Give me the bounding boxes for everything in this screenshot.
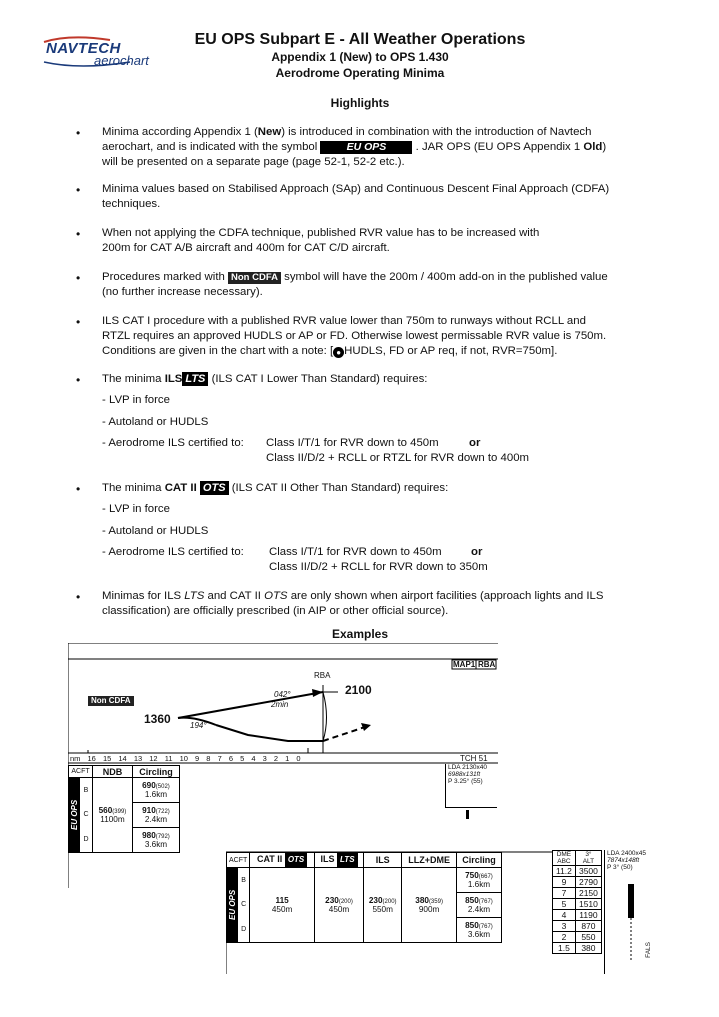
bullet-dot: • [76, 126, 81, 140]
bullet-5: ILS CAT I procedure with a published RVR value lower than 750m to runways without RCLL and RTZL requires an approved HUDLS or AP or FD. Otherwise lowest permissable RVR value is 750m. Conditions are given in the chart with a note: [ ● HUDLS, FD or AP req, if not, RVR=750m]. [102, 315, 607, 357]
dme-row: 7 2150 [553, 888, 602, 899]
bullet-1: Minima according Appendix 1 (New) is introduced in combination with the introduction of Navtech aerochart, and is indicated with the symbol EU OPS . JAR OPS (EU OPS Appendix 1 Old) will be presented on a separate page (page 52-1, 52-2 etc.). [102, 126, 607, 168]
bullet-2: Minima values based on Stabilised Approach (SAp) and Continuous Descent Final Approach (CDFA) techniques. [102, 183, 610, 210]
dme-row: 11.2 3500 [553, 866, 602, 877]
course-time: 2min [271, 700, 289, 709]
llz-header: LLZ+DME [402, 853, 457, 868]
bullet-dot: • [76, 590, 81, 604]
non-cdfa-symbol: Non CDFA [88, 696, 134, 706]
example-chart-2 [226, 846, 711, 976]
bullet-dot: • [76, 315, 81, 329]
logo-brand: NAVTECH [46, 40, 121, 57]
circling-header: Circling [456, 853, 501, 868]
runway-info-2: LDA 2400x45 7874x148ft P 3° (50) [604, 850, 656, 974]
eu-ops-side-label: EU OPS [69, 778, 80, 852]
lts-req-2: - Autoland or HUDLS [102, 416, 209, 428]
lts-class-1: Class I/T/1 for RVR down to 450m [266, 437, 439, 449]
bullet-7: The minima CAT II OTS (ILS CAT II Other Than Standard) requires: [102, 482, 449, 494]
alt-1360: 1360 [144, 712, 171, 726]
ots-req-3: - Aerodrome ILS certified to: [102, 546, 244, 558]
bullet-dot: • [76, 271, 81, 285]
page-subtitle: Appendix 1 (New) to OPS 1.430 [271, 50, 449, 64]
dme-row: 3 870 [553, 921, 602, 932]
approach-lights-icon [622, 882, 642, 962]
bullet-dot: • [76, 183, 81, 197]
tch-label: TCH 51 [460, 754, 488, 763]
distance-scale: nm 16 15 14 13 12 11 10 9 8 7 6 5 4 3 2 1 0 [70, 754, 301, 763]
dme-row: 9 2790 [553, 877, 602, 888]
lts-symbol: LTS [337, 853, 358, 867]
ils-values: 230(200) 550m [364, 868, 402, 943]
lts-req-1: - LVP in force [102, 394, 170, 406]
dme-row: 4 1190 [553, 910, 602, 921]
map-label: MAP1 [453, 660, 476, 669]
dme-row: 1.5 380 [553, 943, 602, 954]
runway-info-1: LDA 2130x40 6988x131ft P 3.25° (55) [445, 764, 497, 808]
ndb-header: NDB [93, 766, 133, 778]
eu-ops-side-label: EU OPS [227, 868, 238, 942]
bullet-dot: • [76, 482, 81, 496]
ots-or: or [471, 546, 483, 558]
rba-box-label: RBA [478, 660, 496, 669]
dme-row: 5 1510 [553, 899, 602, 910]
lts-symbol: LTS [182, 372, 208, 386]
llz-values: 380(359) 900m [402, 868, 457, 943]
lts-class-2: Class II/D/2 + RCLL or RTZL for RVR down to 400m [266, 452, 530, 464]
dme-altitude-table: DME 3° ABC ALT 11.2 3500 9 2790 7 2150 5 1510 4 1190 3 870 2 550 1.5 380 [552, 850, 602, 954]
page-subtitle-2: Aerodrome Operating Minima [275, 66, 445, 80]
alt-2100: 2100 [345, 683, 372, 697]
ots-class-1: Class I/T/1 for RVR down to 450m [269, 546, 442, 558]
acft-header: ACFT [69, 766, 93, 778]
acft-header: ACFT [227, 853, 250, 868]
rba-fix: RBA [314, 671, 331, 680]
bullet-dot: • [76, 227, 81, 241]
circling-values: 750(667) 1.6km 850(767) 2.4km 850(767) 3.6km [456, 868, 501, 943]
logo-sub: aerochart [94, 53, 149, 68]
dme-row: 2 550 [553, 932, 602, 943]
ils-lts-header: ILS LTS [314, 853, 363, 868]
circling-values: 690(502) 1.6km 910(722) 2.4km 980(792) 3.6km [132, 778, 179, 853]
eu-ops-symbol: EU OPS [320, 141, 412, 154]
bullet-4: Procedures marked with Non CDFA symbol will have the 200m / 400m add-on in the published value (no further increase necessary). [102, 271, 608, 298]
section-heading: Highlights [330, 96, 390, 110]
ots-req-1: - LVP in force [102, 503, 170, 515]
lts-req-3: - Aerodrome ILS certified to: [102, 437, 244, 449]
course-out: 042° [274, 690, 291, 699]
bullet-8: Minimas for ILS LTS and CAT II OTS are only shown when airport facilities (approach lights and ILS classification) are officially prescribed (in AIP or other official source). [102, 590, 604, 617]
ots-class-2: Class II/D/2 + RCLL for RVR down to 350m [269, 561, 488, 573]
ils-header: ILS [364, 853, 402, 868]
lts-or: or [469, 437, 481, 449]
ndb-values: 560(399) 1100m [93, 778, 133, 853]
non-cdfa-symbol: Non CDFA [228, 272, 281, 284]
examples-heading: Examples [331, 627, 389, 641]
page-title: EU OPS Subpart E - All Weather Operations [194, 31, 526, 48]
circling-header: Circling [132, 766, 179, 778]
ots-req-2: - Autoland or HUDLS [102, 525, 209, 537]
navtech-logo [40, 32, 160, 72]
cat2-values: 115 450m [250, 868, 315, 943]
ots-symbol: OTS [200, 481, 229, 495]
bullet-3: When not applying the CDFA technique, published RVR value has to be increased with 200m for CAT A/B aircraft and 400m for CAT C/D aircraft. [102, 227, 540, 254]
fals-label: FALS [645, 942, 652, 958]
bullet-6: The minima ILS LTS (ILS CAT I Lower Than Standard) requires: [102, 373, 428, 385]
minima-table-2: ACFT CAT II OTS ILS LTS ILS LLZ+DME Circling EU OPS B C D 115 450m 230(200) 450m 230(200) 550m 380(359) 900m 750(667) 1.6km 850(767) 2.4km 850(767) 3.6km [226, 852, 502, 943]
minima-table-1: ACFT NDB Circling EU OPS B C D 560(399) 1100m 690(502) 1.6km 910(722) 2.4km 980(792) 3.6km [68, 765, 180, 853]
note-marker-icon: ● [333, 347, 344, 358]
cat2-header: CAT II OTS [250, 853, 315, 868]
ils-lts-values: 230(200) 450m [314, 868, 363, 943]
ots-symbol: OTS [285, 853, 307, 867]
runway-mark-icon [466, 810, 469, 819]
bullet-dot: • [76, 373, 81, 387]
course-in: 194° [190, 721, 207, 730]
